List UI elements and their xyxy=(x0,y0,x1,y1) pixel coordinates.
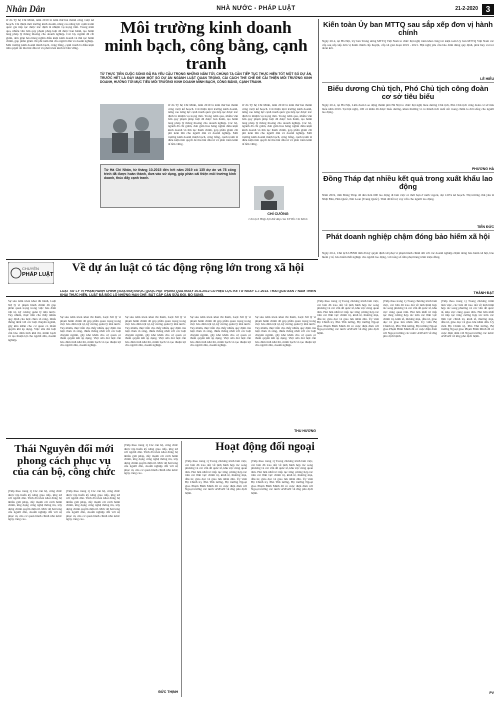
sidebar-story-3-byline: TIẾN ĐỨC xyxy=(477,225,494,229)
sidebar-story-4-title: Phát doanh nghiệp chậm đóng bảo hiểm xã hội xyxy=(326,232,490,241)
law-body-col-3: Sự sáu năm triển khai thi hành, Luật Xử lý vi phạm hành chính đã góp phần quan trọng trong việc bảo đảm trật tự, kỷ cương quản lý nhà nước. Tuy nhiên, thực tiễn cho thấy nhiều quy định của luật chưa rõ ràng, thiếu thống nhất với các luật chuyên ngành, gây khó khăn cho cơ quan có thẩm quyền khi áp dụng. Việc sửa đổi luật cần bảo đảm tính khả thi, minh bạch và tạo thuận lợi cho người dân, doanh nghiệp. xyxy=(125,316,186,348)
law-byline: THU HƯƠNG xyxy=(294,429,316,433)
masthead-rule xyxy=(6,16,494,17)
sidebar-separator-2 xyxy=(322,172,494,173)
thainguyen-body-1: (Tiếp theo trang 1) Các cán bộ, công chức được tập huấn kỹ năng giao tiếp, ứng xử với người dân. Tỉnh đã triển khai đồng bộ nhiều giải pháp, đẩy mạnh cải cách hành chính, ứng dụng công nghệ thông tin, xây dựng chính quyền điện tử. Mức độ hài lòng của người dân, doanh nghiệp đối với sự phục vụ của cơ quan hành chính nhà nước ngày càng cao. xyxy=(8,490,62,522)
sidebar-divider xyxy=(318,19,319,257)
lead-byline: CHÍ CƯỜNG xyxy=(267,212,289,216)
sidebar-separator-3 xyxy=(322,230,494,231)
lead-caption: Chủ tịch Hiệp hội đối đáp của TP Hồ Chí Minh xyxy=(248,217,308,221)
law-bottom-rule xyxy=(6,438,318,439)
thainguyen-body-3: (Tiếp theo trang 1) Các cán bộ, công chức được tập huấn kỹ năng giao tiếp, ứng xử với người dân. Tỉnh đã triển khai đồng bộ nhiều giải pháp, đẩy mạnh cải cách hành chính, ứng dụng công nghệ thông tin, xây dựng chính quyền điện tử. Mức độ hài lòng của người dân, doanh nghiệp đối với sự phục vụ của cơ quan hành chính nhà nước ngày càng cao. xyxy=(124,444,178,476)
diplomacy-body-4: (Tiếp theo trang 1) Trong chương trình làm việc, các bên đã trao đổi về tình hình hợp tác song phương và các vấn đề quốc tế, khu vực cùng quan tâm. Hai bên nhất trí tiếp tục tăng cường hợp tác trên các lĩnh vực chính trị, kinh tế, thương mại, đầu tư, giáo dục và giao lưu nhân dân. Ủy viên Bộ Chính trị, Phó Thủ tướng, Bộ trưởng Ngoại giao Phạm Bình Minh đã có cuộc điện đàm với Ngoại trưởng các nước ASEAN về ứng phó dịch bệnh. xyxy=(383,300,437,339)
diplomacy-body-2: (Tiếp theo trang 1) Trong chương trình làm việc, các bên đã trao đổi về tình hình hợp tác song phương và các vấn đề quốc tế, khu vực cùng quan tâm. Hai bên nhất trí tiếp tục tăng cường hợp tác trên các lĩnh vực chính trị, kinh tế, thương mại, đầu tư, giáo dục và giao lưu nhân dân. Ủy viên Bộ Chính trị, Phó Thủ tướng, Bộ trưởng Ngoại giao Phạm Bình Minh đã có cuộc điện đàm với Ngoại trưởng các nước ASEAN về ứng phó dịch bệnh. xyxy=(251,460,313,495)
lead-highlight-box xyxy=(100,164,240,208)
lead-photo-graphic xyxy=(100,104,164,160)
sidebar-story-2-body: Ngày 20-2, tại Hà Nội, Liên đoàn Lao động thành phố Hà Nội tổ chức hội nghị biểu dương Chủ tịch, Phó Chủ tịch công đoàn cơ sở tiêu biểu năm 2019. Tại hội nghị, 100 cá nhân đã được biểu dương, khen thưởng vì có thành tích xuất sắc trong chăm lo đời sống cho người lao động. xyxy=(322,104,494,115)
thainguyen-byline: ĐỨC THỊNH xyxy=(158,690,178,694)
law-badge xyxy=(8,262,54,284)
lead-portrait xyxy=(254,186,284,210)
lead-photo xyxy=(100,104,164,160)
sidebar-story-4-byline: THÀNH ĐẠT xyxy=(473,291,494,295)
law-body-col-5: Sự sáu năm triển khai thi hành, Luật Xử lý vi phạm hành chính đã góp phần quan trọng trong việc bảo đảm trật tự, kỷ cương quản lý nhà nước. Tuy nhiên, thực tiễn cho thấy nhiều quy định của luật chưa rõ ràng, thiếu thống nhất với các luật chuyên ngành, gây khó khăn cho cơ quan có thẩm quyền khi áp dụng. Việc sửa đổi luật cần bảo đảm tính khả thi, minh bạch và tạo thuận lợi cho người dân, doanh nghiệp. xyxy=(255,316,316,348)
masthead xyxy=(6,4,494,16)
thainguyen-title: Thái Nguyên đổi mới phong cách phục vụ của cán bộ, công chức xyxy=(12,443,116,479)
sidebar-story-4-body: Ngày 20-2, Chủ tịch UBND tỉnh đã ký quyết định xử phạt vi phạm hành chính đối với các doanh nghiệp chậm đóng bảo hiểm xã hội, bảo hiểm y tế, bảo hiểm thất nghiệp cho người lao động, với tổng số tiền phạt hàng trăm triệu đồng. xyxy=(322,252,494,259)
page-number: 3 xyxy=(482,4,494,15)
lead-sapo xyxy=(100,73,312,103)
sidebar-story-3-body: Năm 2019, tỉnh Đồng Tháp đã đưa hơn 600 lao động đi làm việc có thời hạn ở nước ngoài, đạt 120% kế hoạch. Thị trường chủ yếu là Nhật Bản, Hàn Quốc, Đài Loan (Trung Quốc). Tỉnh đã hỗ trợ vay vốn cho người lao động. xyxy=(322,194,494,201)
diplomacy-body-3: (Tiếp theo trang 1) Trong chương trình làm việc, các bên đã trao đổi về tình hình hợp tác song phương và các vấn đề quốc tế, khu vực cùng quan tâm. Hai bên nhất trí tiếp tục tăng cường hợp tác trên các lĩnh vực chính trị, kinh tế, thương mại, đầu tư, giáo dục và giao lưu nhân dân. Ủy viên Bộ Chính trị, Phó Thủ tướng, Bộ trưởng Ngoại giao Phạm Bình Minh đã có cuộc điện đàm với Ngoại trưởng các nước ASEAN về ứng phó dịch bệnh. xyxy=(317,300,379,335)
thainguyen-body-2: (Tiếp theo trang 1) Các cán bộ, công chức được tập huấn kỹ năng giao tiếp, ứng xử với người dân. Tỉnh đã triển khai đồng bộ nhiều giải pháp, đẩy mạnh cải cách hành chính, ứng dụng công nghệ thông tin, xây dựng chính quyền điện tử. Mức độ hài lòng của người dân, doanh nghiệp đối với sự phục vụ của cơ quan hành chính nhà nước ngày càng cao. xyxy=(66,490,120,522)
lead-body-middle: Ở đó Tỷ hệ Chỉ Minh, năm 2019 là năm thứ hai thành công vượt kế hoạch. Cải thiện môi trường kinh doanh, nâng cao năng lực cạnh tranh quốc gia tiếp tục được xác định là nhiệm vụ trọng tâm. Trong năm qua, nhiều văn bản quy phạm pháp luật đã được ban hành, tạo hành lang pháp lý thông thoáng cho doanh nghiệp. Các bộ, ngành đã cắt giảm, đơn giản hóa hàng nghìn điều kiện kinh doanh và thủ tục hành chính, góp phần giảm chi phí tuân thủ cho người dân và doanh nghiệp. Môi trường kinh doanh minh bạch, công bằng, cạnh tranh là điều kiện tiên quyết để thu hút đầu tư và phát triển kinh tế bền vững. xyxy=(168,104,238,147)
diplomacy-body-5: (Tiếp theo trang 1) Trong chương trình làm việc, các bên đã trao đổi về tình hình hợp tác song phương và các vấn đề quốc tế, khu vực cùng quan tâm. Hai bên nhất trí tiếp tục tăng cường hợp tác trên các lĩnh vực chính trị, kinh tế, thương mại, đầu tư, giáo dục và giao lưu nhân dân. Ủy viên Bộ Chính trị, Phó Thủ tướng, Bộ trưởng Ngoại giao Phạm Bình Minh đã có cuộc điện đàm với Ngoại trưởng các nước ASEAN về ứng phó dịch bệnh. xyxy=(441,300,494,339)
lead-sapo-text: TỪ THỰC TIỄN CUỘC SỐNG ĐÃ RA YÊU CẦU TRONG NHỮNG NĂM TỚI, CHÚNG TA CẦN TIẾP TỤC THỰC HIỆN TỐT MỘT SỐ DỰ ÁN, TRƯỚC HẾT LÀ ĐẨY MẠNH MỘT SỐ DỰ ÁN NGÀNH LUẬT QUAN TRỌNG. CẢI CÁCH THỂ CHẾ ĐỂ CẢI THIỆN MÔI TRƯỜNG KINH DOANH, HƯỚNG TỚI MỤC TIÊU MÔI TRƯỜNG KINH DOANH MINH BẠCH, CÔNG BẰNG, CẠNH TRANH. xyxy=(100,72,312,84)
law-body-col-1: Sự sáu năm triển khai thi hành, Luật Xử lý vi phạm hành chính đã góp phần quan trọng trong việc bảo đảm trật tự, kỷ cương quản lý nhà nước. Tuy nhiên, thực tiễn cho thấy nhiều quy định của luật chưa rõ ràng, thiếu thống nhất với các luật chuyên ngành, gây khó khăn cho cơ quan có thẩm quyền khi áp dụng. Việc sửa đổi luật cần bảo đảm tính khả thi, minh bạch và tạo thuận lợi cho người dân, doanh nghiệp. xyxy=(8,300,56,343)
law-badge-bottom: PHÁP LUẬT xyxy=(22,272,54,278)
sidebar-story-3-title: Đồng Tháp đạt nhiều kết quả trong xuất khẩu lao động xyxy=(323,174,493,191)
lead-highlight-text: Từ Hà Chí Nhân, từ tháng 10-2015 đến hết năm 2019 có 135 dự án và 78 công trình đã được hoàn thành, đưa vào sử dụng, góp phần cải thiện môi trường kinh doanh, thúc đẩy cạnh tranh. xyxy=(104,168,236,180)
law-title: Về dự án luật có tác động rộng lớn trong xã hội xyxy=(72,262,304,274)
diplomacy-title: Hoạt động đối ngoại xyxy=(215,441,315,453)
sidebar-story-1-byline: LÊ HIẾU xyxy=(480,77,494,81)
law-badge-top: CHUYỆN xyxy=(22,266,39,271)
lead-bottom-rule xyxy=(6,259,318,260)
diplomacy-byline: PV xyxy=(489,691,494,695)
lead-title: Môi trường kinh doanh minh bạch, công bằng, cạnh tranh xyxy=(104,18,308,73)
law-body-col-4: Sự sáu năm triển khai thi hành, Luật Xử lý vi phạm hành chính đã góp phần quan trọng trong việc bảo đảm trật tự, kỷ cương quản lý nhà nước. Tuy nhiên, thực tiễn cho thấy nhiều quy định của luật chưa rõ ràng, thiếu thống nhất với các luật chuyên ngành, gây khó khăn cho cơ quan có thẩm quyền khi áp dụng. Việc sửa đổi luật cần bảo đảm tính khả thi, minh bạch và tạo thuận lợi cho người dân, doanh nghiệp. xyxy=(190,316,251,348)
sidebar-separator-1 xyxy=(322,82,494,83)
sidebar-story-1-body: Ngày 20-2, tại Hà Nội, Ủy ban Trung ương MTTQ Việt Nam tổ chức hội nghị triển khai công tác kiện toàn Ủy ban MTTQ Việt Nam các cấp sau sắp xếp đơn vị hành chính cấp huyện, cấp xã giai đoạn 2019 - 2021. Hội nghị yêu cầu bảo đảm đúng quy định, phát huy vai trò đoàn kết. xyxy=(322,40,494,51)
diplomacy-body-1: (Tiếp theo trang 1) Trong chương trình làm việc, các bên đã trao đổi về tình hình hợp tác song phương và các vấn đề quốc tế, khu vực cùng quan tâm. Hai bên nhất trí tiếp tục tăng cường hợp tác trên các lĩnh vực chính trị, kinh tế, thương mại, đầu tư, giáo dục và giao lưu nhân dân. Ủy viên Bộ Chính trị, Phó Thủ tướng, Bộ trưởng Ngoại giao Phạm Bình Minh đã có cuộc điện đàm với Ngoại trưởng các nước ASEAN về ứng phó dịch bệnh. xyxy=(185,460,247,495)
newspaper-brand: Nhân Dân xyxy=(6,4,46,14)
law-body-col-2: Sự sáu năm triển khai thi hành, Luật Xử lý vi phạm hành chính đã góp phần quan trọng trong việc bảo đảm trật tự, kỷ cương quản lý nhà nước. Tuy nhiên, thực tiễn cho thấy nhiều quy định của luật chưa rõ ràng, thiếu thống nhất với các luật chuyên ngành, gây khó khăn cho cơ quan có thẩm quyền khi áp dụng. Việc sửa đổi luật cần bảo đảm tính khả thi, minh bạch và tạo thuận lợi cho người dân, doanh nghiệp. xyxy=(60,316,121,348)
law-sapo: LUẬT XỬ LÝ VI PHẠM HÀNH CHÍNH (SỬA ĐỔI) ĐƯỢC QUỐC HỘI THÔNG QUA NGÀY 20-6-2012 CÓ HIỆU LỰC KỂ TỪ NGÀY 1-7-2013. TRẢI QUA GẦN 7 NĂM TRIỂN KHAI THỰC HIỆN, LUẬT ĐÃ BỘC LỘ NHỮNG HẠN CHẾ, BẤT CẬP CẦN SỬA ĐỔI, BỔ SUNG. xyxy=(60,290,316,297)
thainguyen-divider xyxy=(181,441,182,697)
sidebar-story-2-title: Biểu dương Chủ tịch, Phó Chủ tịch công đoàn cơ sở tiêu biểu xyxy=(327,84,489,101)
lead-body-left: Ở đó Tỷ hệ Chỉ Minh, năm 2019 là năm thứ hai thành công vượt kế hoạch. Cải thiện môi trường kinh doanh, nâng cao năng lực cạnh tranh quốc gia tiếp tục được xác định là nhiệm vụ trọng tâm. Trong năm qua, nhiều văn bản quy phạm pháp luật đã được ban hành, tạo hành lang pháp lý thông thoáng cho doanh nghiệp. Các bộ, ngành đã cắt giảm, đơn giản hóa hàng nghìn điều kiện kinh doanh và thủ tục hành chính, góp phần giảm chi phí tuân thủ cho người dân và doanh nghiệp. Môi trường kinh doanh minh bạch, công bằng, cạnh tranh là điều kiện tiên quyết để thu hút đầu tư và phát triển kinh tế bền vững. xyxy=(6,19,94,51)
portrait-graphic xyxy=(254,186,284,210)
section-name: NHÀ NƯỚC - PHÁP LUẬT xyxy=(216,6,296,12)
issue-date: 21-2-2020 xyxy=(455,6,478,12)
sidebar-story-1-title: Kiến toàn Ủy ban MTTQ sau sắp xếp đơn vị hành chính xyxy=(323,20,493,37)
lead-body-right: Ở đó Tỷ hệ Chỉ Minh, năm 2019 là năm thứ hai thành công vượt kế hoạch. Cải thiện môi trường kinh doanh, nâng cao năng lực cạnh tranh quốc gia tiếp tục được xác định là nhiệm vụ trọng tâm. Trong năm qua, nhiều văn bản quy phạm pháp luật đã được ban hành, tạo hành lang pháp lý thông thoáng cho doanh nghiệp. Các bộ, ngành đã cắt giảm, đơn giản hóa hàng nghìn điều kiện kinh doanh và thủ tục hành chính, góp phần giảm chi phí tuân thủ cho người dân và doanh nghiệp. Môi trường kinh doanh minh bạch, công bằng, cạnh tranh là điều kiện tiên quyết để thu hút đầu tư và phát triển kinh tế bền vững. xyxy=(242,104,312,147)
sidebar-story-2-byline: PHƯƠNG HÀ xyxy=(471,167,494,171)
